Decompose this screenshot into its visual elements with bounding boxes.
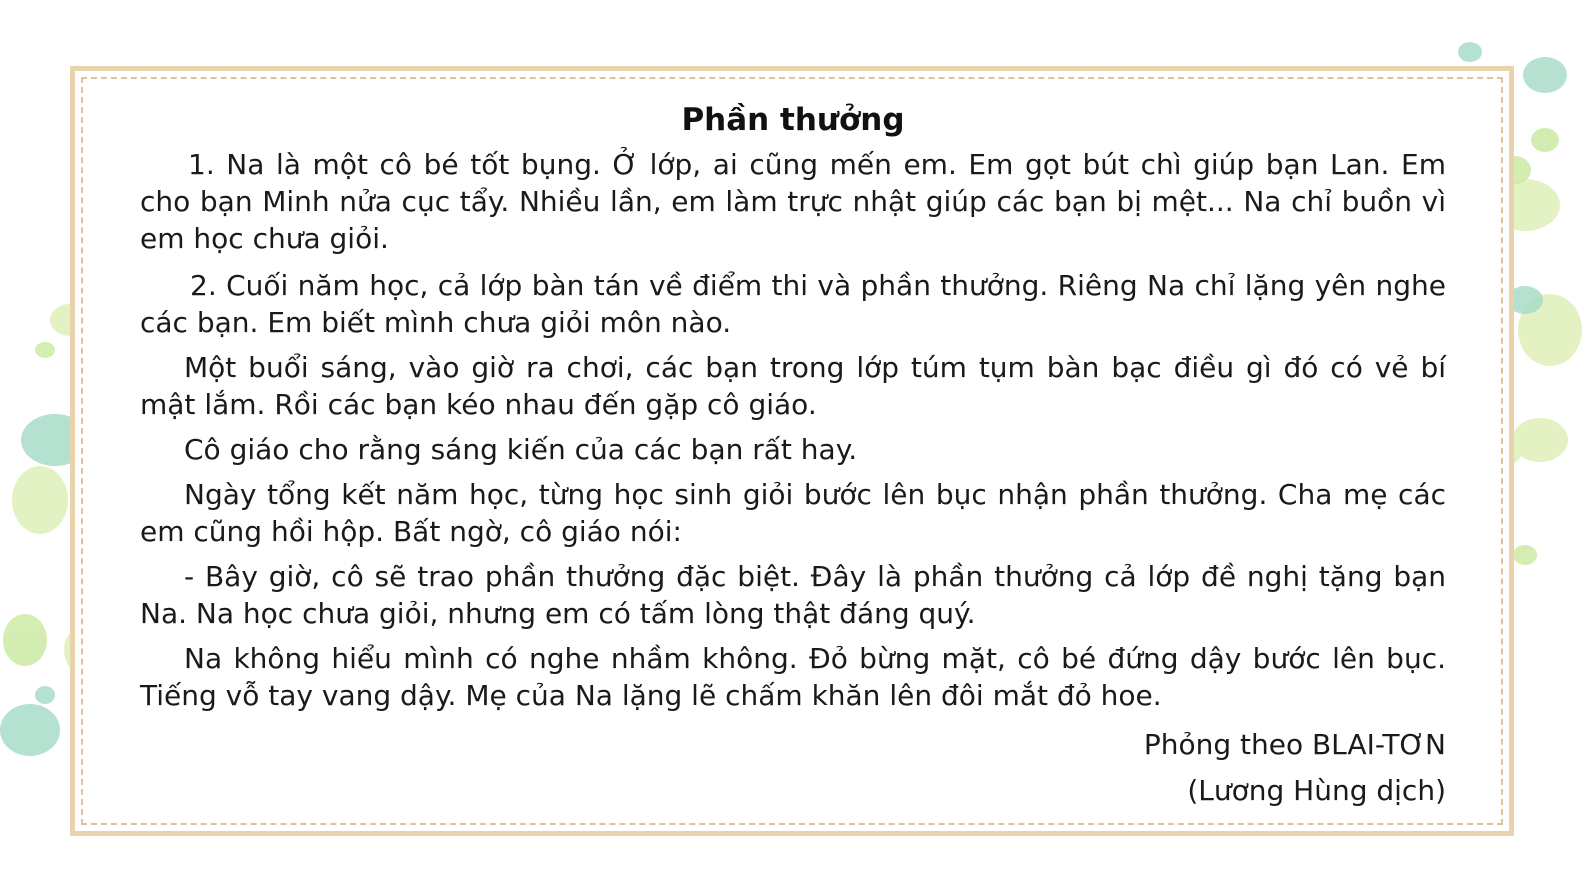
paragraph-1: 1. Na là một cô bé tốt bụng. Ở lớp, ai cũng mến em. Em gọt bút chì giúp bạn Lan. Em cho bạn Minh nửa cục tẩy. Nhiều lần, em làm trực nhật giúp các bạn bị mệt... Na chỉ buồn vì em học chưa giỏi. [140,148,1446,255]
translator-credit: (Lương Hùng dịch) [1187,774,1446,807]
paragraph-5: Ngày tổng kết năm học, từng học sinh giỏi bước lên bục nhận phần thưởng. Cha mẹ các em cũng hồi hộp. Bất ngờ, cô giáo nói: [140,478,1446,548]
paragraph-7: Na không hiểu mình có nghe nhầm không. Đỏ bừng mặt, cô bé đứng dậy bước lên bục. Tiếng vỗ tay vang dậy. Mẹ của Na lặng lẽ chấm khăn lên đôi mắt đỏ hoe. [140,642,1446,712]
reading-passage [140,98,1446,814]
passage-title: Phần thưởng [681,102,905,138]
paragraph-6: - Bây giờ, cô sẽ trao phần thưởng đặc biệt. Đây là phần thưởng cả lớp đề nghị tặng bạn Na. Na học chưa giỏi, nhưng em có tấm lòng thật đáng quý. [140,560,1446,630]
source-credit: Phỏng theo BLAI-TƠN [1143,728,1446,761]
paragraph-4: Cô giáo cho rằng sáng kiến của các bạn rất hay. [184,433,858,466]
paragraph-2: 2. Cuối năm học, cả lớp bàn tán về điểm thi và phần thưởng. Riêng Na chỉ lặng yên nghe các bạn. Em biết mình chưa giỏi môn nào. [140,269,1446,339]
paragraph-3: Một buổi sáng, vào giờ ra chơi, các bạn trong lớp túm tụm bàn bạc điều gì đó có vẻ bí mật lắm. Rồi các bạn kéo nhau đến gặp cô giáo. [140,351,1446,421]
